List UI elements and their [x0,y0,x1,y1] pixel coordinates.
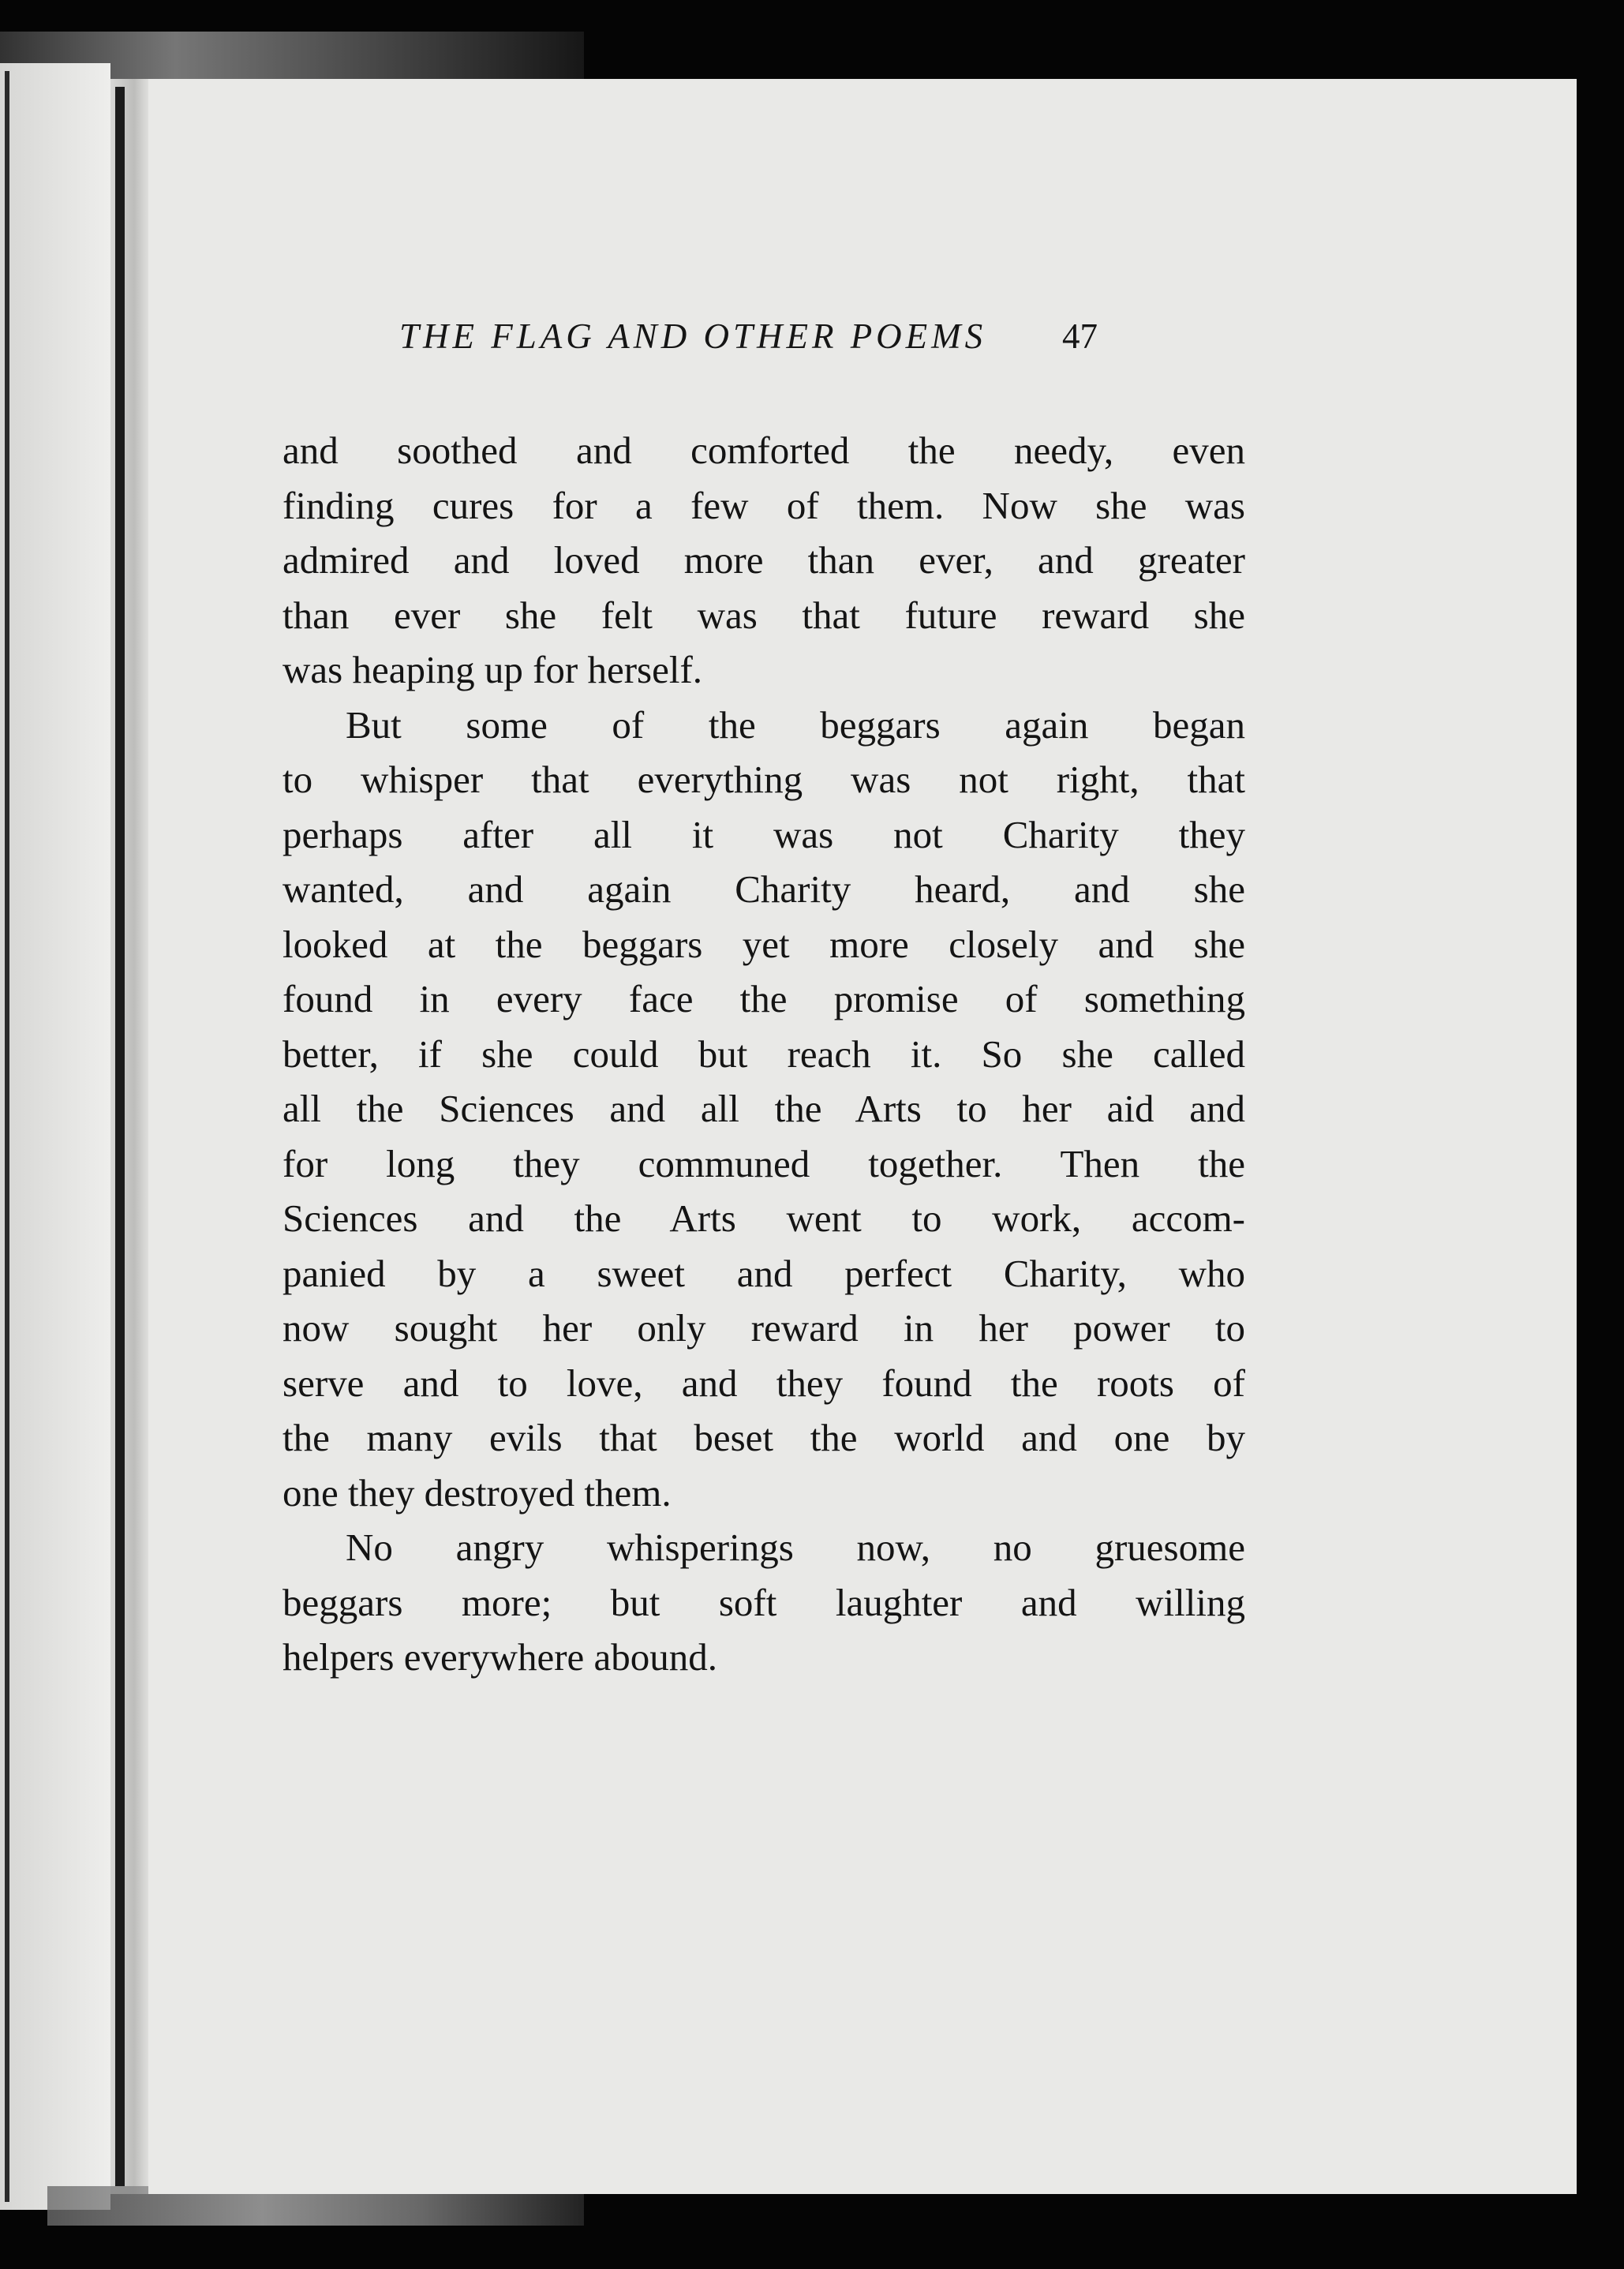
running-head [148,316,1577,371]
text-line: now sought her only reward in her power to [283,1306,1245,1350]
text-line: was heaping up for herself. [283,648,703,691]
text-line: wanted, and again Charity heard, and she [283,867,1245,911]
text-line: all the Sciences and all the Arts to her aid and [283,1087,1245,1130]
text-line: to whisper that everything was not right, that [283,758,1245,801]
book-page [148,79,1577,2194]
text-line: panied by a sweet and perfect Charity, who [283,1251,1245,1295]
facing-page-edge-line [5,71,9,2202]
text-line: But some of the beggars again began [346,702,1245,747]
text-line: better, if she could but reach it. So she called [283,1032,1245,1076]
text-line: Sciences and the Arts went to work, accom- [283,1196,1245,1240]
text-line: helpers everywhere abound. [283,1635,718,1679]
text-line: perhaps after all it was not Charity they [283,812,1245,856]
text-line: beggars more; but soft laughter and willing [283,1580,1245,1624]
text-line: serve and to love, and they found the roots of [283,1361,1245,1405]
text-line: No angry whisperings now, no gruesome [346,1526,1245,1569]
text-line: and soothed and comforted the needy, even [283,429,1245,472]
text-line: finding cures for a few of them. Now she was [283,483,1245,527]
facing-page-edge [0,63,110,2210]
page-number: 47 [1062,316,1098,356]
body-text [283,423,1245,1685]
paragraph [283,423,1245,698]
text-line: one they destroyed them. [283,1470,672,1515]
text-line: admired and loved more than ever, and greater [283,538,1245,582]
paragraph [283,1520,1245,1685]
text-line: looked at the beggars yet more closely and she [283,922,1245,966]
text-line: for long they communed together. Then the [283,1141,1245,1185]
text-line: than ever she felt was that future reward she [283,593,1245,637]
text-line: found in every face the promise of something [283,977,1245,1020]
paragraph [283,698,1245,1521]
text-line: the many evils that beset the world and one by [283,1416,1245,1459]
binding-shadow-line [115,87,125,2186]
running-head-title: THE FLAG AND OTHER POEMS [399,316,987,356]
